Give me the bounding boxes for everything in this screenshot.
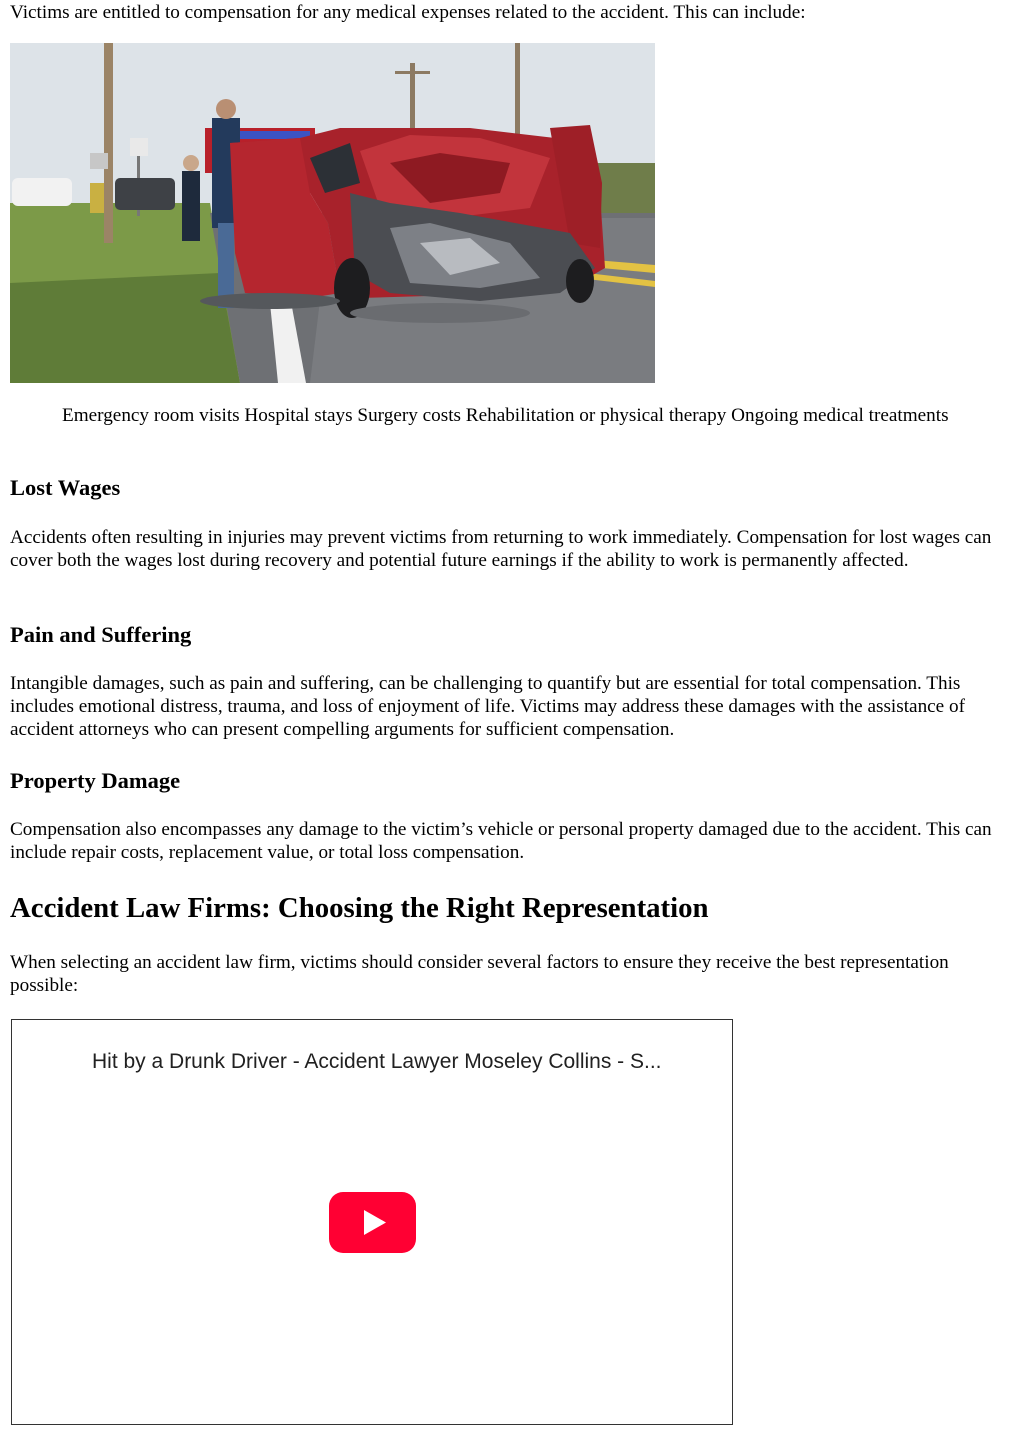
embedded-video[interactable]: [11, 1019, 733, 1425]
section-body-pain-and-suffering: Intangible damages, such as pain and suffering, can be challenging to quantify but are essential for total compensation. This includes emotional distress, trauma, and loss of enjoyment of life. Victims may address these damages with the assistance of accident attorneys who can present compelling arguments for sufficient compensation.: [10, 673, 965, 740]
section-body-lost-wages: Accidents often resulting in injuries may prevent victims from returning to work immediately. Compensation for lost wages can cover both the wages lost during recovery and potential future earnings if the ability to work is permanently affected.: [10, 527, 992, 571]
car-crash-photo: [10, 43, 655, 383]
section-heading-lost-wages: Lost Wages: [10, 475, 121, 500]
youtube-play-icon[interactable]: [329, 1192, 416, 1253]
main-heading: Accident Law Firms: Choosing the Right Representation: [10, 892, 709, 924]
section-heading-property-damage: Property Damage: [10, 768, 181, 793]
video-title[interactable]: Hit by a Drunk Driver - Accident Lawyer Moseley Collins - S...: [92, 1050, 662, 1073]
section-body-property-damage: Compensation also encompasses any damage to the victim’s vehicle or personal property damaged due to the accident. This can include repair costs, replacement value, or total loss compensation.: [10, 819, 992, 863]
main-intro-paragraph: When selecting an accident law firm, victims should consider several factors to ensure they receive the best representation possible:: [10, 952, 949, 996]
medical-expenses-list: Emergency room visits Hospital stays Surgery costs Rehabilitation or physical therapy Ongoing medical treatments: [62, 405, 949, 426]
section-heading-pain-and-suffering: Pain and Suffering: [10, 622, 192, 647]
intro-paragraph: Victims are entitled to compensation for any medical expenses related to the accident. This can include:: [10, 2, 806, 23]
